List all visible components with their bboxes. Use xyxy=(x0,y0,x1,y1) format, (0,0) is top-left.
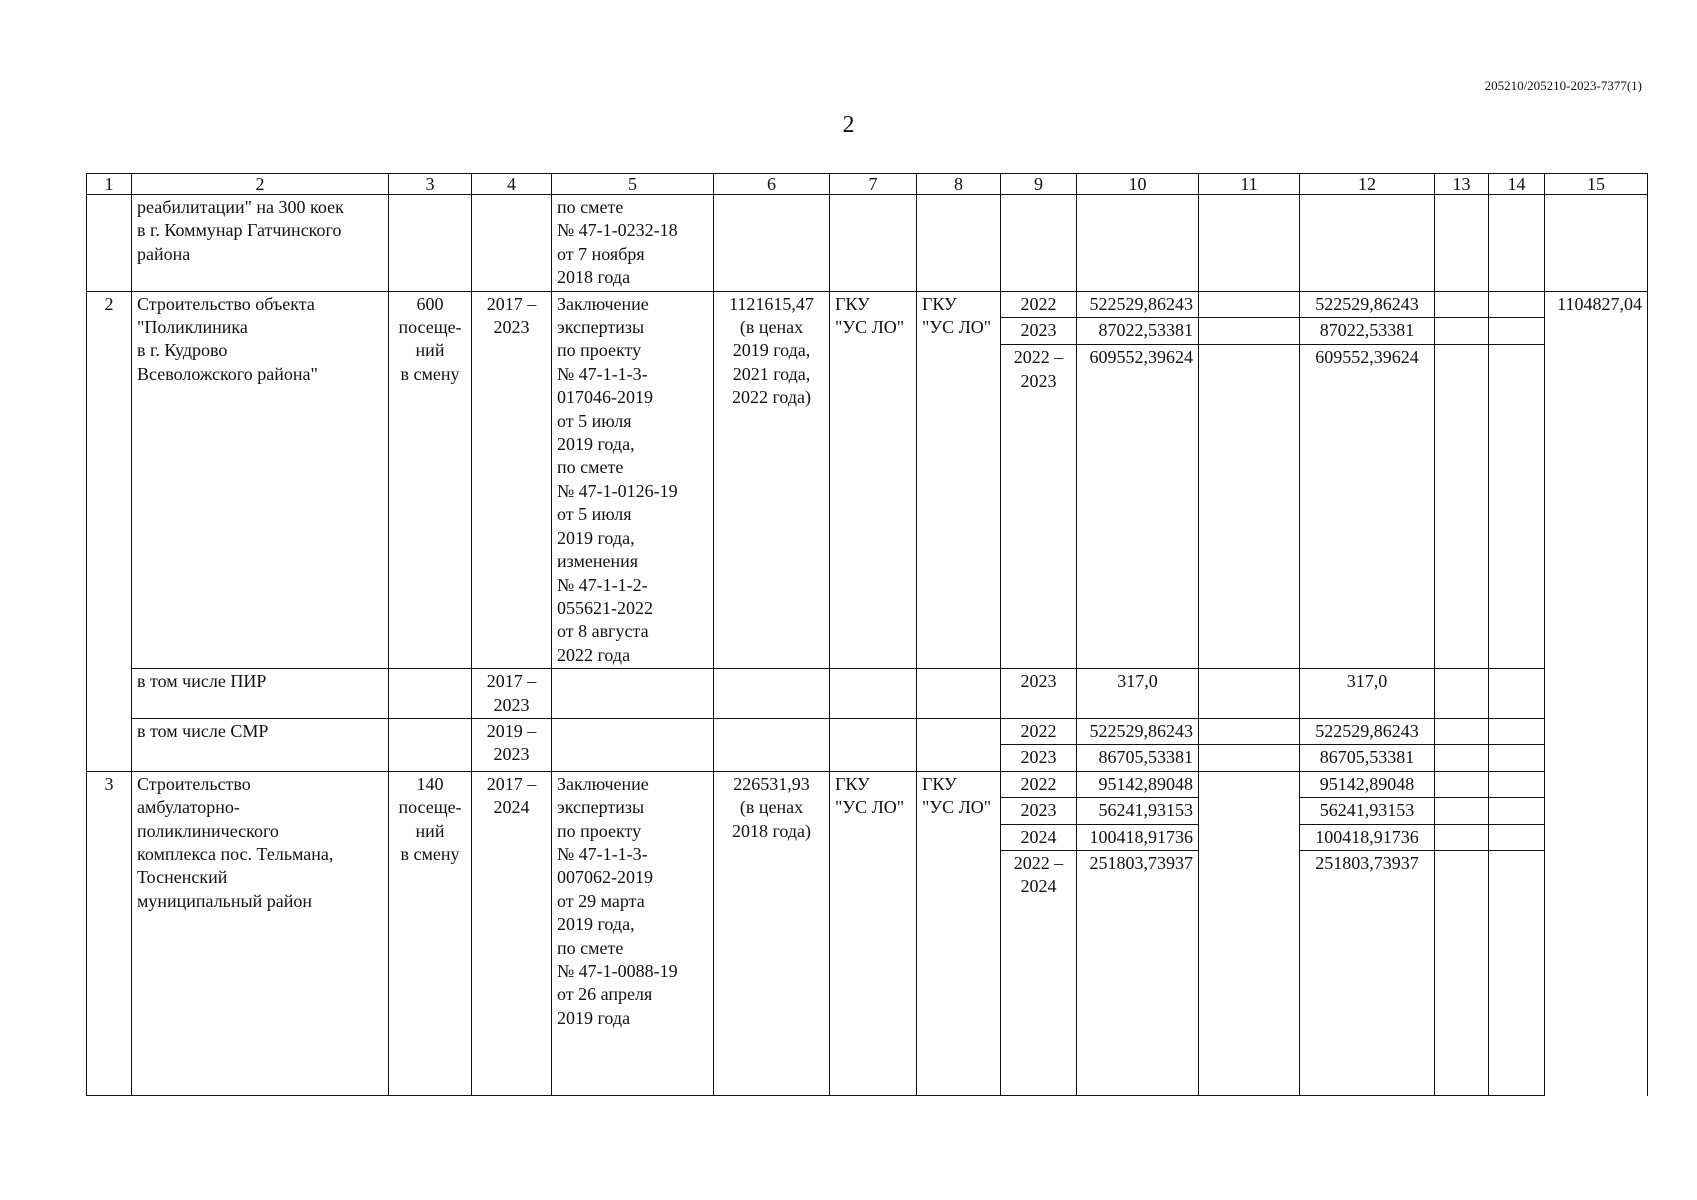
header-cell: 2 xyxy=(132,174,389,195)
construction-period: 2017 – 2024 xyxy=(472,771,552,1095)
amount-cell: 95142,89048 xyxy=(1300,771,1435,797)
subrow-label: в том числе СМР xyxy=(132,718,389,771)
header-cell: 12 xyxy=(1300,174,1435,195)
table-row xyxy=(87,669,1648,719)
amount-cell: 56241,93153 xyxy=(1300,798,1435,824)
object-name: реабилитации" на 300 коек в г. Коммунар Гатчинского района xyxy=(132,195,389,292)
header-cell: 11 xyxy=(1199,174,1300,195)
estimated-cost: 1121615,47 (в ценах 2019 года, 2021 года, 2022 года) xyxy=(714,291,830,669)
header-cell: 13 xyxy=(1435,174,1489,195)
expertise-document: по смете № 47-1-0232-18 от 7 ноября 2018 года xyxy=(552,195,714,292)
customer: ГКУ "УС ЛО" xyxy=(830,291,917,669)
amount-cell: 56241,93153 xyxy=(1077,798,1199,824)
header-cell: 10 xyxy=(1077,174,1199,195)
capacity: 600 посеще- ний в смену xyxy=(389,291,472,669)
amount-cell: 95142,89048 xyxy=(1077,771,1199,797)
construction-period: 2019 – 2023 xyxy=(472,718,552,771)
subrow-label: в том числе ПИР xyxy=(132,669,389,719)
amount-cell: 522529,86243 xyxy=(1077,718,1199,744)
amount-cell: 522529,86243 xyxy=(1300,718,1435,744)
table-row xyxy=(87,291,1648,318)
amount-cell: 86705,53381 xyxy=(1300,745,1435,771)
header-cell: 6 xyxy=(714,174,830,195)
header-cell: 1 xyxy=(87,174,132,195)
year-cell: 2022 xyxy=(1001,718,1077,744)
amount-cell: 609552,39624 xyxy=(1077,345,1199,669)
header-cell: 15 xyxy=(1545,174,1648,195)
amount-cell: 251803,73937 xyxy=(1077,850,1199,1095)
investment-table xyxy=(86,173,1648,1096)
amount-cell: 317,0 xyxy=(1300,669,1435,719)
expertise-document: Заключение экспертизы по проекту № 47-1-1-3- 017046-2019 от 5 июля 2019 года, по смете № 47-1-0126-19 от 5 июля 2019 года, изменения № 47-1-1-2- 055621-2022 от 8 августа 2022 года xyxy=(552,291,714,669)
amount-cell: 609552,39624 xyxy=(1300,345,1435,669)
construction-period: 2017 – 2023 xyxy=(472,291,552,669)
capacity: 140 посеще- ний в смену xyxy=(389,771,472,1095)
estimated-cost: 226531,93 (в ценах 2018 года) xyxy=(714,771,830,1095)
total-cell: 1104827,04 xyxy=(1545,291,1648,798)
construction-period: 2017 – 2023 xyxy=(472,669,552,719)
header-cell: 9 xyxy=(1001,174,1077,195)
amount-cell: 317,0 xyxy=(1077,669,1199,719)
header-cell: 4 xyxy=(472,174,552,195)
table-row xyxy=(87,771,1648,797)
document-id: 205210/205210-2023-7377(1) xyxy=(1484,78,1642,93)
amount-cell: 522529,86243 xyxy=(1077,291,1199,318)
year-cell: 2022 xyxy=(1001,771,1077,797)
object-name: Строительство амбулаторно- поликлинического комплекса пос. Тельмана, Тосненский муниципальный район xyxy=(132,771,389,1095)
table-row xyxy=(87,195,1648,292)
year-cell: 2022 – 2024 xyxy=(1001,850,1077,1095)
customer: ГКУ "УС ЛО" xyxy=(830,771,917,1095)
header-cell: 3 xyxy=(389,174,472,195)
amount-cell: 86705,53381 xyxy=(1077,745,1199,771)
year-cell: 2023 xyxy=(1001,745,1077,771)
table-row xyxy=(87,718,1648,744)
amount-cell: 100418,91736 xyxy=(1300,824,1435,850)
year-cell: 2023 xyxy=(1001,318,1077,345)
amount-cell: 100418,91736 xyxy=(1077,824,1199,850)
header-cell: 7 xyxy=(830,174,917,195)
expertise-document: Заключение экспертизы по проекту № 47-1-1-3- 007062-2019 от 29 марта 2019 года, по смете № 47-1-0088-19 от 26 апреля 2019 года xyxy=(552,771,714,1095)
amount-cell: 251803,73937 xyxy=(1300,850,1435,1095)
amount-cell: 522529,86243 xyxy=(1300,291,1435,318)
object-name: Строительство объекта "Поликлиника в г. Кудрово Всеволожского района" xyxy=(132,291,389,669)
header-cell: 14 xyxy=(1489,174,1545,195)
row-number: 2 xyxy=(87,291,132,669)
amount-cell: 87022,53381 xyxy=(1300,318,1435,345)
year-cell: 2022 xyxy=(1001,291,1077,318)
amount-cell: 87022,53381 xyxy=(1077,318,1199,345)
developer: ГКУ "УС ЛО" xyxy=(917,771,1001,1095)
header-cell: 8 xyxy=(917,174,1001,195)
year-cell: 2022 – 2023 xyxy=(1001,345,1077,669)
page-number: 2 xyxy=(842,112,855,138)
year-cell: 2024 xyxy=(1001,824,1077,850)
header-cell: 5 xyxy=(552,174,714,195)
developer: ГКУ "УС ЛО" xyxy=(917,291,1001,669)
column-number-row xyxy=(87,174,1648,195)
year-cell: 2023 xyxy=(1001,669,1077,719)
row-number: 3 xyxy=(87,771,132,1095)
year-cell: 2023 xyxy=(1001,798,1077,824)
